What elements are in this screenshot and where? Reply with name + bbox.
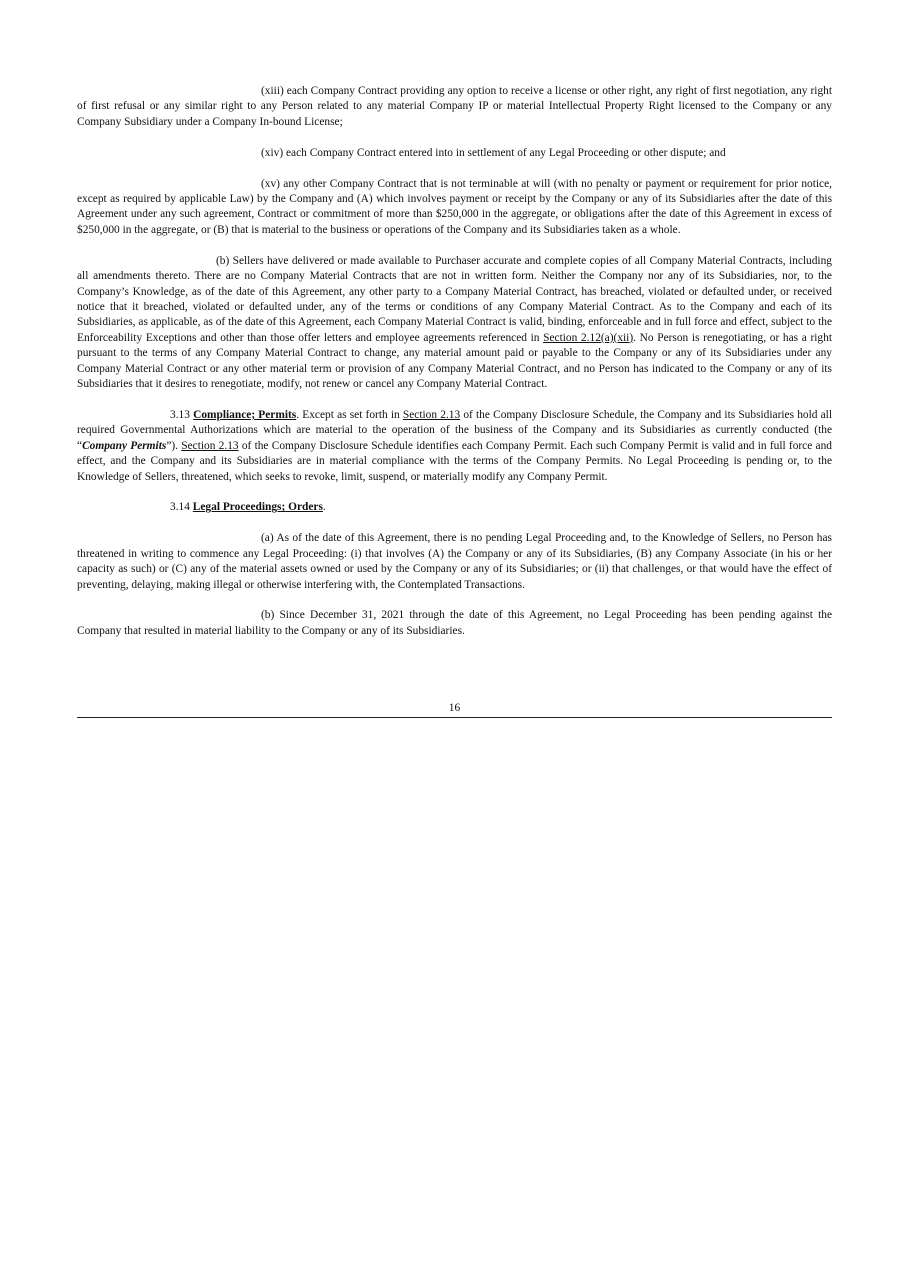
section-3-13-text-4: of the Company Disclosure Schedule identifies each Company Permit. Each such Company Permit is valid and in full force and effect, and the Company and its Subsidiaries are in material compliance with the terms of the Company Permits. No Legal Proceeding is pending or, to the Knowledge of Sellers, threatened, which seeks to revoke, limit, suspend, or materially modify any Company Permit. (77, 439, 832, 483)
section-3-13-number: 3.13 (170, 408, 194, 421)
clause-3-12-b-text-2: . No Person is renegotiating, or has a right pursuant to the terms of any Company Material Contract to change, any material amount paid or payable to the Company or any of its Subsidiaries under any Company Material Contract or any other material term or provision of any Company Material Contract, and no Person has indicated to the Company or any of its Subsidiaries that it desires to renegotiate, modify, not renew or cancel any Company Material Contract. (77, 331, 832, 390)
clause-xiv: (xiv) each Company Contract entered into in settlement of any Legal Proceeding or other dispute; and (261, 146, 726, 159)
page-number: 16 (448, 702, 461, 714)
clause-3-14-a: (a) As of the date of this Agreement, there is no pending Legal Proceeding and, to the Knowledge of Sellers, no Person has threatened in writing to commence any Legal Proceeding: (i) that involves (A) the Company or any of its Subsidiaries, (B) any Company Associate (in his or her capacity as such) or (C) any of the material assets owned or used by the Company or any of its Subsidiaries; or (ii) that challenges, or that would have the effect of preventing, delaying, making illegal or otherwise interfering with, the Contemplated Transactions. (77, 532, 832, 591)
section-3-14-tail: . (322, 501, 326, 514)
section-2-13-reference-2: Section 2.13 (181, 439, 239, 452)
section-2-13-reference: Section 2.13 (402, 408, 461, 421)
clause-3-12-b (77, 254, 832, 393)
section-3-13-text-1: . Except as set forth in (296, 408, 403, 421)
section-3-14-heading: Legal Proceedings; Orders (192, 501, 323, 514)
clause-3-12-b-text-1: (b) Sellers have delivered or made available to Purchaser accurate and complete copies of all Company Material Contracts, including all amendments thereto. There are no Company Material Contracts that are not in written form. Neither the Company nor any of its Subsidiaries, nor, to the Company’s Knowledge, as of the date of this Agreement, any other party to a Company Material Contract, has breached, violated or defaulted under, or received notice that it breached, violated or defaulted under, any of the terms or conditions of any Company Material Contract. As to the Company and each of its Subsidiaries, as applicable, as of the date of this Agreement, each Company Material Contract is valid, binding, enforceable and in full force and effect, subject to the Enforceability Exceptions and other than those offer letters and employee agreements referenced in (77, 254, 832, 344)
section-3-14-number: 3.14 (170, 501, 193, 514)
section-3-14 (77, 500, 832, 515)
section-2-12-reference: Section 2.12(a)(xii) (543, 331, 634, 344)
section-3-13-text-2: of the Company Disclosure Schedule, the Company and its Subsidiaries hold all required Governmental Authorizations which are material to the operation of the business of the Company and its Subsidiaries as currently conducted (the “ (77, 408, 833, 452)
defined-term-company-permits: Company Permits (82, 439, 167, 452)
section-3-13 (77, 408, 832, 485)
section-3-13-heading: Compliance; Permits (193, 408, 297, 421)
section-3-13-text-3: ”). (166, 439, 182, 452)
document-body (77, 84, 832, 655)
clause-xiii: (xiii) each Company Contract providing any option to receive a license or other right, any right of first negotiation, any right of first refusal or any similar right to any Person related to any material Company IP or material Intellectual Property Right licensed to the Company or any Company Subsidiary under a Company In-bound License; (77, 85, 832, 128)
footer-rule (77, 717, 832, 718)
clause-3-14-b: (b) Since December 31, 2021 through the date of this Agreement, no Legal Proceeding has been pending against the Company that resulted in material liability to the Company or any of its Subsidiaries. (77, 609, 832, 637)
clause-xv: (xv) any other Company Contract that is not terminable at will (with no penalty or payment or requirement for prior notice, except as required by applicable Law) by the Company and (A) which involves payment or receipt by the Company or any of its Subsidiaries after the date of this Agreement under any such agreement, Contract or commitment of more than $250,000 in the aggregate, or obligations after the date of this Agreement in excess of $250,000 in the aggregate, or (B) that is material to the business or operations of the Company and its Subsidiaries taken as a whole. (77, 177, 832, 236)
